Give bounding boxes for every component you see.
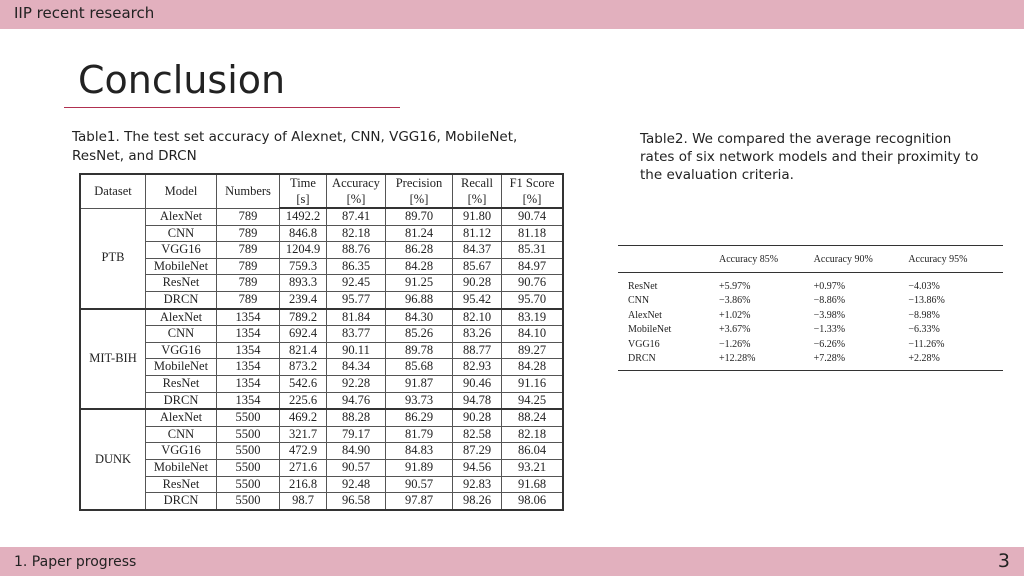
table-cell: 469.2 — [280, 409, 327, 426]
table-cell: 88.76 — [327, 242, 386, 259]
table-row — [80, 342, 563, 359]
table-cell: 846.8 — [280, 225, 327, 242]
slide-title: Conclusion — [78, 58, 286, 102]
header-acc95: Accuracy 95% — [908, 246, 1003, 273]
table-row — [80, 208, 563, 225]
table-cell: 239.4 — [280, 291, 327, 308]
header-bar — [0, 0, 1024, 29]
table-row — [80, 443, 563, 460]
table-cell: 86.35 — [327, 258, 386, 275]
table-cell: 789 — [217, 208, 280, 225]
table-row — [80, 242, 563, 259]
model-cell: DRCN — [618, 352, 719, 371]
table-row — [80, 291, 563, 308]
table-cell: 81.12 — [453, 225, 502, 242]
table-cell: 96.88 — [386, 291, 453, 308]
comparison-table-body — [618, 273, 1003, 371]
table-cell: 1492.2 — [280, 208, 327, 225]
unit-time: [s] — [280, 191, 327, 208]
table-cell: 85.68 — [386, 359, 453, 376]
table-cell: −1.26% — [719, 338, 751, 350]
table-row — [618, 308, 1003, 323]
table-cell: 90.28 — [453, 275, 502, 292]
table-cell: ResNet — [146, 375, 217, 392]
table-cell: 5500 — [217, 426, 280, 443]
table-cell: AlexNet — [146, 208, 217, 225]
table-cell: +5.97% — [719, 280, 751, 292]
table-cell: CNN — [146, 225, 217, 242]
table-row — [80, 493, 563, 510]
table-row — [80, 309, 563, 326]
table-cell: 85.67 — [453, 258, 502, 275]
accuracy-table-body — [80, 208, 563, 510]
table-cell: 789 — [217, 258, 280, 275]
table-row — [80, 258, 563, 275]
table-row — [618, 352, 1003, 371]
table-cell: AlexNet — [146, 309, 217, 326]
table-cell: 92.28 — [327, 375, 386, 392]
table-row — [80, 426, 563, 443]
table-cell: 85.26 — [386, 326, 453, 343]
table-cell: 86.29 — [386, 409, 453, 426]
table-cell: 84.97 — [502, 258, 564, 275]
header-time: Time — [280, 174, 327, 191]
table-cell: 93.73 — [386, 392, 453, 409]
table-cell: 91.68 — [502, 476, 564, 493]
comparison-table — [618, 245, 1003, 371]
model-cell: VGG16 — [628, 338, 660, 350]
table-cell: 84.90 — [327, 443, 386, 460]
table-row — [80, 476, 563, 493]
table-cell: 81.18 — [502, 225, 564, 242]
table-row — [80, 375, 563, 392]
table-cell: ResNet — [146, 476, 217, 493]
table-cell: 5500 — [217, 443, 280, 460]
table-cell: 789 — [217, 275, 280, 292]
table-cell: 216.8 — [280, 476, 327, 493]
table-cell: 692.4 — [280, 326, 327, 343]
table-cell: 89.78 — [386, 342, 453, 359]
model-cell: ResNet — [628, 280, 658, 292]
table-cell: 789.2 — [280, 309, 327, 326]
header-acc85: Accuracy 85% — [719, 246, 814, 273]
table-cell: 789 — [217, 225, 280, 242]
table-cell: VGG16 — [146, 443, 217, 460]
table-cell: 79.17 — [327, 426, 386, 443]
table-cell: 5500 — [217, 493, 280, 510]
table-cell: 91.87 — [386, 375, 453, 392]
table-cell: −4.03% — [908, 280, 940, 292]
table-cell: 91.80 — [453, 208, 502, 225]
table-cell: 91.89 — [386, 459, 453, 476]
table-cell: 84.30 — [386, 309, 453, 326]
table-cell: 5500 — [217, 459, 280, 476]
table-cell: 94.56 — [453, 459, 502, 476]
table-cell: 97.87 — [386, 493, 453, 510]
table-cell: 81.79 — [386, 426, 453, 443]
table-cell: 83.19 — [502, 309, 564, 326]
table-cell: 90.28 — [453, 409, 502, 426]
table-cell: −8.86% — [813, 295, 846, 307]
table-cell: 92.45 — [327, 275, 386, 292]
table-cell: 83.77 — [327, 326, 386, 343]
table-cell: DRCN — [146, 291, 217, 308]
header-recall: Recall — [453, 174, 502, 191]
table-row — [80, 392, 563, 409]
table-cell: 95.77 — [327, 291, 386, 308]
table-cell: 94.76 — [327, 392, 386, 409]
header-acc90: Accuracy 90% — [814, 246, 909, 273]
header-model: Model — [146, 174, 217, 208]
table-cell: VGG16 — [146, 342, 217, 359]
table-cell: 542.6 — [280, 375, 327, 392]
table-cell: AlexNet — [146, 409, 217, 426]
table-cell: +0.97% — [813, 280, 846, 292]
table-cell: 84.34 — [327, 359, 386, 376]
table-cell: 88.24 — [502, 409, 564, 426]
unit-precision: [%] — [386, 191, 453, 208]
table-cell: −13.86% — [908, 295, 945, 307]
table-cell: 1204.9 — [280, 242, 327, 259]
table-cell: −1.33% — [813, 324, 846, 336]
table-cell: 472.9 — [280, 443, 327, 460]
table-cell: 82.18 — [327, 225, 386, 242]
table-cell: VGG16 — [146, 242, 217, 259]
header-numbers: Numbers — [217, 174, 280, 208]
table-cell: 873.2 — [280, 359, 327, 376]
header-accuracy: Accuracy — [327, 174, 386, 191]
table-cell: 789 — [217, 242, 280, 259]
table-cell: 90.11 — [327, 342, 386, 359]
table-cell: −11.26% — [908, 338, 945, 350]
footer-bar — [0, 547, 1024, 576]
table-cell: 1354 — [217, 392, 280, 409]
table-row — [618, 294, 1003, 309]
table-cell: 1354 — [217, 326, 280, 343]
table-cell: 86.04 — [502, 443, 564, 460]
table-cell: 98.26 — [453, 493, 502, 510]
table-cell: MobileNet — [146, 258, 217, 275]
table-cell: 92.48 — [327, 476, 386, 493]
table-cell: 82.18 — [502, 426, 564, 443]
table-cell: 88.28 — [327, 409, 386, 426]
footer-section: 1. Paper progress — [14, 554, 137, 570]
header-f1: F1 Score — [502, 174, 564, 191]
table-cell: 821.4 — [280, 342, 327, 359]
table-row — [80, 275, 563, 292]
table-cell: 95.42 — [453, 291, 502, 308]
table-cell: −8.98% — [908, 309, 940, 321]
table-cell: 83.26 — [453, 326, 502, 343]
table-cell: +2.28% — [908, 352, 1003, 371]
table-cell: 87.41 — [327, 208, 386, 225]
table-cell: 5500 — [217, 476, 280, 493]
table-cell: −6.33% — [908, 324, 940, 336]
accuracy-table — [79, 173, 564, 511]
table-cell: 225.6 — [280, 392, 327, 409]
table-cell: 1354 — [217, 359, 280, 376]
table-cell: 89.27 — [502, 342, 564, 359]
model-cell: AlexNet — [628, 309, 662, 321]
table-cell: 1354 — [217, 375, 280, 392]
table-cell: +7.28% — [814, 352, 909, 371]
header-precision: Precision — [386, 174, 453, 191]
header-dataset: Dataset — [80, 174, 146, 208]
table-cell: 893.3 — [280, 275, 327, 292]
table-cell: 94.78 — [453, 392, 502, 409]
table-cell: 84.28 — [502, 359, 564, 376]
table-row — [80, 326, 563, 343]
header-blank — [618, 246, 719, 273]
table-cell: 96.58 — [327, 493, 386, 510]
unit-recall: [%] — [453, 191, 502, 208]
dataset-cell: DUNK — [80, 409, 146, 510]
table-cell: −3.98% — [813, 309, 846, 321]
table-cell: 85.31 — [502, 242, 564, 259]
model-cell: MobileNet — [628, 324, 672, 336]
table-cell: 84.37 — [453, 242, 502, 259]
table-cell: 90.46 — [453, 375, 502, 392]
page-number: 3 — [997, 550, 1010, 572]
table-row — [80, 225, 563, 242]
table-cell: CNN — [146, 426, 217, 443]
unit-f1: [%] — [502, 191, 564, 208]
table-cell: DRCN — [146, 493, 217, 510]
table-cell: 92.83 — [453, 476, 502, 493]
table-cell: DRCN — [146, 392, 217, 409]
table-cell: 5500 — [217, 409, 280, 426]
table-row — [80, 459, 563, 476]
table-row — [618, 323, 1003, 338]
table-cell: 1354 — [217, 309, 280, 326]
table-cell: 82.93 — [453, 359, 502, 376]
table-cell: +1.02% — [719, 309, 751, 321]
table-cell: 90.57 — [327, 459, 386, 476]
table-cell: 95.70 — [502, 291, 564, 308]
table-cell: 93.21 — [502, 459, 564, 476]
table-cell: 82.10 — [453, 309, 502, 326]
table-cell: 90.76 — [502, 275, 564, 292]
table-cell: 321.7 — [280, 426, 327, 443]
table-cell: +3.67% — [719, 324, 751, 336]
table-cell: 86.28 — [386, 242, 453, 259]
table-cell: 90.57 — [386, 476, 453, 493]
table-cell: MobileNet — [146, 459, 217, 476]
table-cell: 94.25 — [502, 392, 564, 409]
table-cell: ResNet — [146, 275, 217, 292]
table-cell: 81.24 — [386, 225, 453, 242]
table-cell: 82.58 — [453, 426, 502, 443]
table-cell: 87.29 — [453, 443, 502, 460]
table-row — [618, 337, 1003, 352]
table-cell: 89.70 — [386, 208, 453, 225]
table-cell: 84.83 — [386, 443, 453, 460]
table-row — [80, 359, 563, 376]
header-text: IIP recent research — [14, 4, 155, 22]
table-cell: −3.86% — [719, 295, 751, 307]
table-cell: 759.3 — [280, 258, 327, 275]
table-cell: 81.84 — [327, 309, 386, 326]
table-cell: 90.74 — [502, 208, 564, 225]
table-cell: 789 — [217, 291, 280, 308]
table-cell: MobileNet — [146, 359, 217, 376]
unit-accuracy: [%] — [327, 191, 386, 208]
table-cell: 84.10 — [502, 326, 564, 343]
table-cell: 1354 — [217, 342, 280, 359]
table-cell: 91.25 — [386, 275, 453, 292]
dataset-cell: PTB — [80, 208, 146, 309]
table-cell: 88.77 — [453, 342, 502, 359]
table-cell: 91.16 — [502, 375, 564, 392]
table-cell: CNN — [146, 326, 217, 343]
table-cell: 98.7 — [280, 493, 327, 510]
dataset-cell: MIT-BIH — [80, 309, 146, 410]
table-cell: 84.28 — [386, 258, 453, 275]
table-row — [618, 273, 1003, 294]
table-cell: −6.26% — [813, 338, 846, 350]
table-cell: 271.6 — [280, 459, 327, 476]
model-cell: CNN — [628, 295, 650, 307]
table-cell: 98.06 — [502, 493, 564, 510]
table-row — [80, 409, 563, 426]
table-cell: +12.28% — [719, 352, 814, 371]
table1-caption: Table1. The test set accuracy of Alexnet, CNN, VGG16, MobileNet, ResNet, and DRCN — [72, 129, 518, 164]
title-underline — [64, 107, 400, 108]
table2-caption: Table2. We compared the average recognition rates of six network models and their proximity to the evaluation criteria. — [640, 131, 979, 183]
